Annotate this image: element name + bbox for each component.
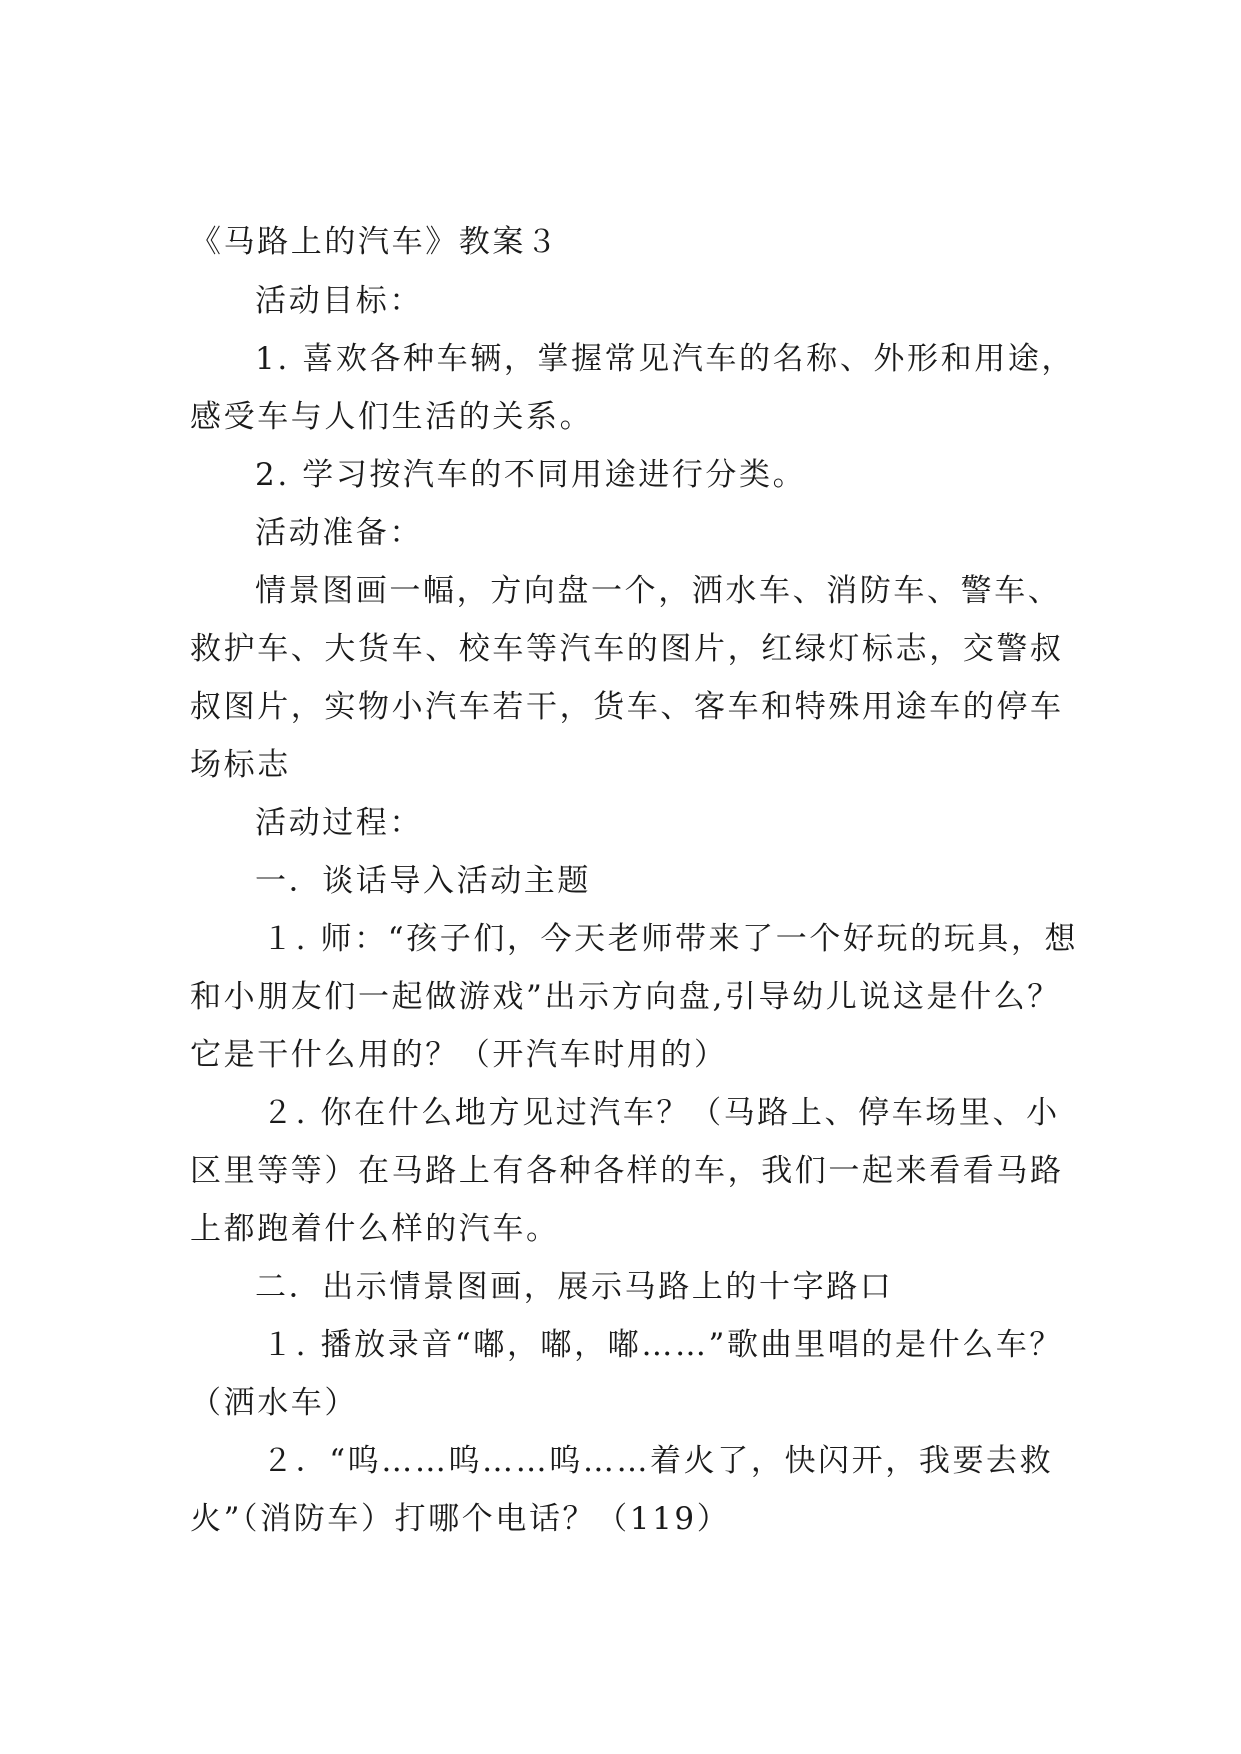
- paragraph-line: 区里等等）在马路上有各种各样的车，我们一起来看看马路: [190, 1153, 1064, 1189]
- subsection-heading: 一．谈话导入活动主题: [255, 863, 591, 899]
- paragraph-line: 上都跑着什么样的汽车。: [190, 1211, 560, 1247]
- paragraph-line: 救护车、大货车、校车等汽车的图片，红绿灯标志，交警叔: [190, 631, 1064, 667]
- paragraph-line: 1. 喜欢各种车辆，掌握常见汽车的名称、外形和用途，: [255, 341, 1076, 377]
- paragraph-line: 2. 学习按汽车的不同用途进行分类。: [255, 457, 807, 493]
- paragraph-line: 和小朋友们一起做游戏”出示方向盘,引导幼儿说这是什么？: [190, 979, 1061, 1015]
- paragraph-line: ２．“呜……呜……呜……着火了，快闪开，我要去救: [262, 1443, 1054, 1479]
- paragraph-line: 场标志: [190, 747, 291, 783]
- document-title: 《马路上的汽车》教案３: [190, 224, 560, 260]
- paragraph-line: 它是干什么用的？（开汽车时用的）: [190, 1037, 728, 1073]
- paragraph-line: １. 播放录音“嘟，嘟，嘟……”歌曲里唱的是什么车？: [262, 1327, 1064, 1363]
- section-heading-process: 活动过程：: [255, 805, 423, 841]
- paragraph-line: 情景图画一幅，方向盘一个，洒水车、消防车、警车、: [255, 573, 1062, 609]
- paragraph-line: 感受车与人们生活的关系。: [190, 399, 594, 435]
- section-heading-goals: 活动目标：: [255, 283, 423, 319]
- paragraph-line: 叔图片，实物小汽车若干，货车、客车和特殊用途车的停车: [190, 689, 1064, 725]
- paragraph-line: （洒水车）: [190, 1385, 358, 1421]
- section-heading-preparation: 活动准备：: [255, 515, 423, 551]
- paragraph-line: １. 师：“孩子们，今天老师带来了一个好玩的玩具，想: [262, 921, 1079, 957]
- paragraph-line: ２. 你在什么地方见过汽车？（马路上、停车场里、小: [262, 1095, 1060, 1131]
- subsection-heading: 二．出示情景图画，展示马路上的十字路口: [255, 1269, 894, 1305]
- paragraph-line: 火”（消防车）打哪个电话？（119）: [190, 1501, 731, 1537]
